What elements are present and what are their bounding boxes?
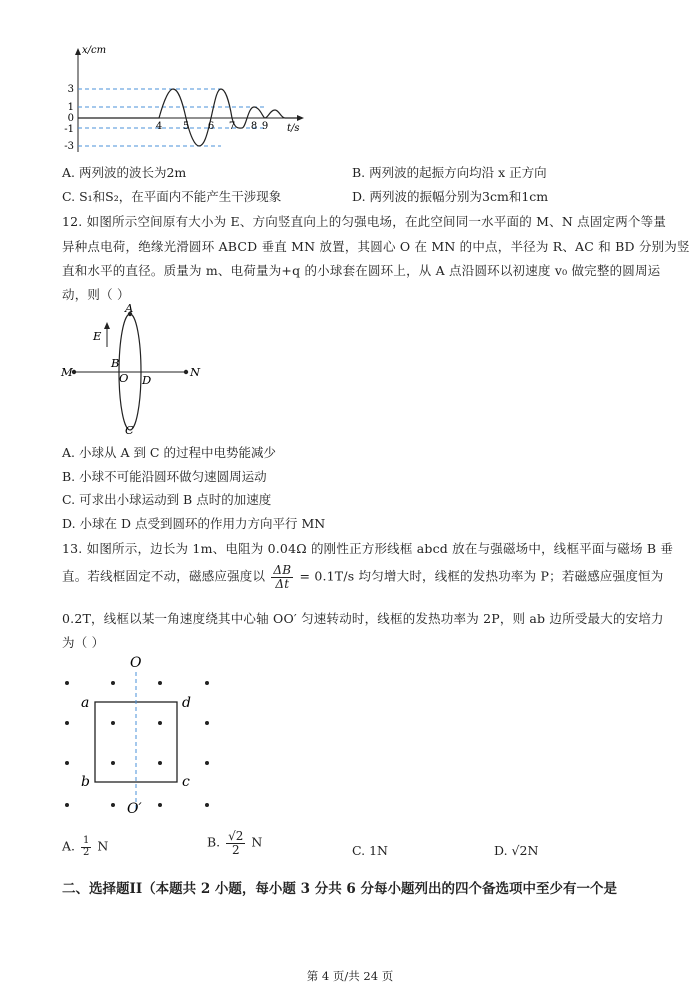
q13-line-1: 13. 如图所示，边长为 1m、电阻为 0.04Ω 的刚性正方形线框 abcd 放在与强磁场中，线框平面与磁场 B 垂 xyxy=(62,541,674,556)
q12-line-2: 异种点电荷，绝缘光滑圆环 ABCD 垂直 MN 放置，其圆心 O 在 MN 的中点，半径为 R、AC 和 BD 分别为竖 xyxy=(62,239,690,254)
label-M: M xyxy=(61,365,73,379)
q13-option-a-prefix: A. xyxy=(62,838,76,854)
x-tick: 4 xyxy=(155,121,163,132)
wave-graph xyxy=(55,40,325,155)
frac-num: √2 xyxy=(228,829,244,843)
label-a: a xyxy=(81,695,90,711)
x-tick: 6 xyxy=(207,121,215,132)
label-E: E xyxy=(93,329,102,343)
q11-option-b: B. 两列波的起振方向均沿 x 正方向 xyxy=(352,165,547,180)
q13-line-2-post: = 0.1T/s 均匀增大时，线框的发热功率为 P；若磁感应强度恒为 xyxy=(299,568,664,584)
label-C: C xyxy=(125,423,134,435)
label-d: d xyxy=(182,695,191,711)
y-axis-label: x/cm xyxy=(82,45,107,56)
q13-line-2 xyxy=(62,564,663,590)
label-B: B xyxy=(111,356,120,370)
frac-den: 2 xyxy=(83,846,90,858)
label-N: N xyxy=(190,365,201,379)
frac-den: 2 xyxy=(231,842,240,857)
q12-option-b: B. 小球不可能沿圆环做匀速圆周运动 xyxy=(62,469,267,484)
q12-option-d: D. 小球在 D 点受到圆环的作用力方向平行 MN xyxy=(62,516,326,531)
y-tick: 3 xyxy=(67,84,74,95)
frac-num: 1 xyxy=(83,835,90,846)
q13-option-b-unit: N xyxy=(251,834,263,850)
q13-option-a-fraction xyxy=(81,836,91,858)
q13-line-4: 为（ ） xyxy=(62,635,105,650)
x-tick: 8 xyxy=(250,121,258,132)
section-2-heading: 二、选择题II（本题共 2 小题，每小题 3 分共 6 分每小题列出的四个备选项中至少有一个是 xyxy=(62,881,618,897)
label-c: c xyxy=(182,774,190,790)
x-tick: 5 xyxy=(182,121,190,132)
q11-option-c: C. S₁和S₂，在平面内不能产生干涉现象 xyxy=(62,189,282,204)
q13-option-d: D. √2N xyxy=(494,843,539,858)
label-O-prime: O′ xyxy=(127,801,142,817)
q12-option-a: A. 小球从 A 到 C 的过程中电势能减少 xyxy=(62,445,276,460)
q11-option-a: A. 两列波的波长为2m xyxy=(62,165,187,180)
q12-option-c: C. 可求出小球运动到 B 点时的加速度 xyxy=(62,492,272,507)
page-footer: 第 4 页/共 24 页 xyxy=(306,969,394,983)
x-axis-label: t/s xyxy=(287,123,300,134)
q11-option-d: D. 两列波的振幅分别为3cm和1cm xyxy=(352,189,549,204)
coil-figure xyxy=(55,650,225,825)
label-O: O xyxy=(119,371,129,385)
label-D: D xyxy=(142,373,152,387)
label-O: O xyxy=(130,655,142,671)
q12-line-3: 直和水平的直径。质量为 m、电荷量为+q 的小球套在圆环上，从 A 点沿圆环以初速度 v₀ 做完整的圆周运 xyxy=(62,263,661,278)
q12-line-4: 动，则（ ） xyxy=(62,287,130,302)
y-tick: -1 xyxy=(64,124,74,135)
q13-option-b-fraction xyxy=(226,830,245,856)
q13-option-c: C. 1N xyxy=(352,843,388,858)
y-tick: 0 xyxy=(67,113,74,124)
frac-num: ΔB xyxy=(273,563,292,577)
q12-line-1: 12. 如图所示空间原有大小为 E、方向竖直向上的匀强电场，在此空间同一水平面的 M、N 点固定两个等量 xyxy=(62,214,667,229)
label-b: b xyxy=(81,774,90,790)
x-tick: 9 xyxy=(261,121,269,132)
label-A: A xyxy=(125,301,134,315)
q13-option-a xyxy=(62,836,108,858)
x-tick: 7 xyxy=(228,121,236,132)
q13-option-b xyxy=(207,830,262,856)
delta-b-over-delta-t xyxy=(271,564,293,590)
ring-figure xyxy=(60,300,210,435)
q13-line-3: 0.2T，线框以某一角速度绕其中心轴 OO′ 匀速转动时，线框的发热功率为 2P，则 ab 边所受最大的安培力 xyxy=(62,611,664,626)
y-tick: 1 xyxy=(67,102,74,113)
q13-line-2-pre: 直。若线框固定不动，磁感应强度以 xyxy=(62,568,266,584)
q13-option-b-prefix: B. xyxy=(207,834,221,850)
y-tick: -3 xyxy=(64,141,74,152)
frac-den: Δt xyxy=(275,576,290,591)
q13-option-a-unit: N xyxy=(97,838,109,854)
